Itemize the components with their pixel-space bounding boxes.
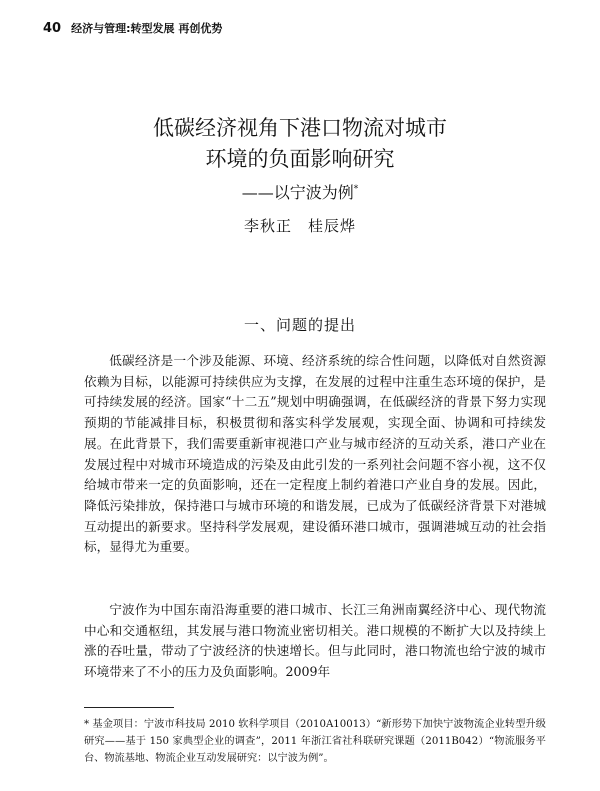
footnote-rule <box>84 707 174 708</box>
paragraph-2 <box>84 600 546 683</box>
page-number: 40 <box>43 21 62 36</box>
subtitle-text: ——以宁波为例 <box>241 183 354 202</box>
section-heading: 一、问题的提出 <box>243 316 356 334</box>
title-line-2: 环境的负面影响研究 <box>205 147 395 171</box>
authors: 李秋正 桂辰烨 <box>243 217 356 235</box>
subtitle <box>0 180 600 203</box>
title-line-1: 低碳经济视角下港口物流对城市 <box>153 116 447 140</box>
paragraph-1-text: 低碳经济是一个涉及能源、环境、经济系统的综合性问题，以降低对自然资源依赖为目标，以能源可持续供应为支撑，在发展的过程中注重生态环境的保护，是可持续发展的经济。国家“十二五”规划中明确强调，在低碳经济的背景下努力实现预期的节能减排目标，积极贯彻和落实科学发展观，实现全面、协调和可持续发展。在此背景下，我们需要重新审视港口产业与城市经济的互动关系，港口产业在发展过程中对城市环境造成的污染及由此引发的一系列社会问题不容小视，这不仅给城市带来一定的负面影响，还在一定程度上制约着港口产业自身的发展。因此，降低污染排放，保持港口与城市环境的和谐发展，已成为了低碳经济背景下对港城互动提出的新要求。坚持科学发展观，建设循环港口城市，强调港城互动的社会指标，显得尤为重要。 <box>84 353 546 555</box>
running-header <box>43 20 222 36</box>
running-title: 经济与管理:转型发展 再创优势 <box>71 22 223 35</box>
paragraph-1 <box>84 351 546 558</box>
footnote: * 基金项目：宁波市科技局 2010 软科学项目（2010A10013）“新形势下加快宁波物流企业转型升级研究——基于 150 家典型企业的调查”，2011 年浙江省社科联研究课题（2011B042）“物流服务平台、物流基地、物流企业互动发展研究：以宁波为例”。 <box>84 719 546 764</box>
paragraph-2-text: 宁波作为中国东南沿海重要的港口城市、长江三角洲南翼经济中心、现代物流中心和交通枢纽，其发展与港口物流业密切相关。港口规模的不断扩大以及持续上涨的吞吐量，带动了宁波经济的快速增长。但与此同时，港口物流也给宁波的城市环境带来了不小的压力及负面影响。2009年 <box>84 602 546 680</box>
footnote-mark: * <box>353 184 359 195</box>
